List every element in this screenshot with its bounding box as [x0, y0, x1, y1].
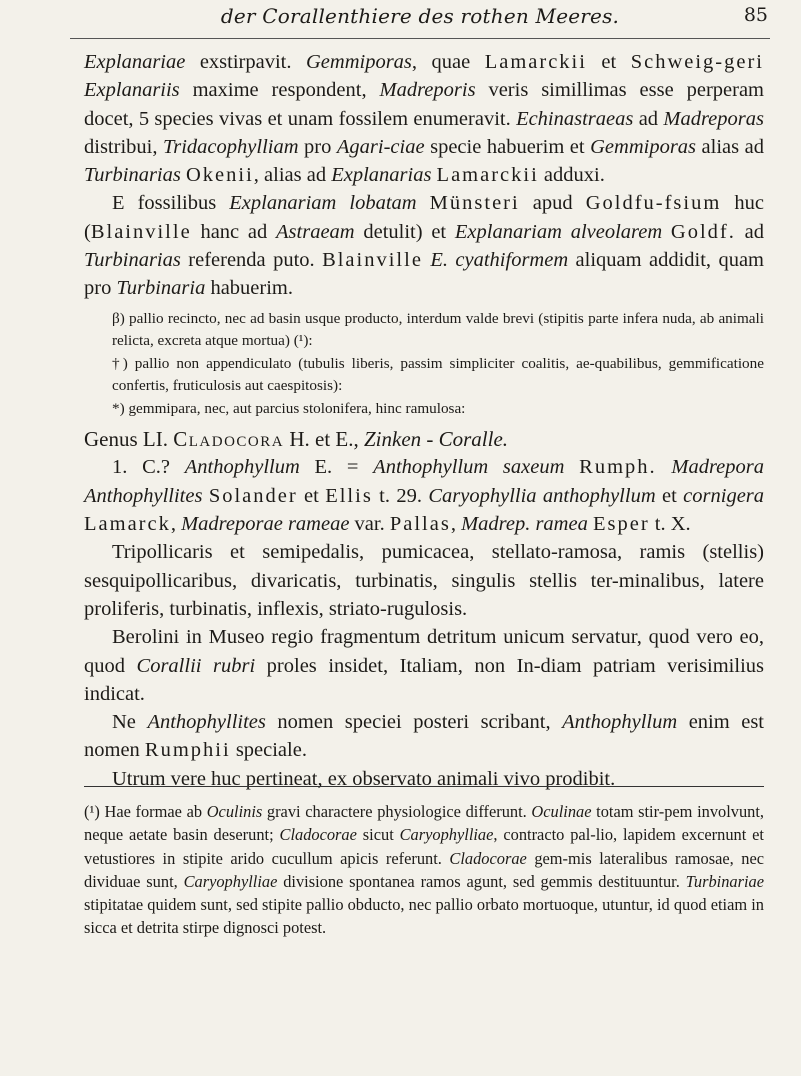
- text-run: Berolini in Museo regio fragmentum detritum unicum servatur, quod vero eo, quod: [84, 626, 764, 677]
- taxon-name: Caryophylliae: [183, 871, 278, 891]
- text-run: divisione spontanea ramos agunt, sed gemmis destituuntur.: [277, 871, 686, 891]
- taxon-name: Astraeam: [276, 220, 355, 243]
- genus-number: Genus LI.: [84, 427, 174, 452]
- taxon-name: Turbinaria: [116, 277, 206, 300]
- taxon-name: Oculinis: [206, 802, 263, 821]
- text-run: aliquam addidit, quam pro: [84, 249, 765, 300]
- text-run: pro: [298, 135, 337, 158]
- taxon-name: Madreporae rameae: [181, 513, 350, 536]
- text-run: hanc ad: [191, 220, 277, 243]
- note-dagger: †) pallio non appendiculato (tubulis liberis, passim simpliciter coalitis, ae-quabilibus, gemmificatione confertis, fruticulosis aut caespitosis):: [112, 354, 764, 395]
- text-run: [417, 192, 430, 214]
- author-name: Goldfu-fsium: [585, 192, 722, 215]
- text-run: ad: [735, 220, 764, 243]
- taxon-name: Agari-ciae: [336, 135, 425, 158]
- genus-common-name: Zinken - Coralle.: [363, 427, 509, 452]
- species-synonymy: [84, 453, 764, 538]
- taxon-name: Madreporis: [379, 79, 476, 102]
- text-run: sicut: [356, 825, 400, 845]
- text-run: et: [586, 51, 631, 73]
- genus-authority: H. et E.,: [284, 427, 364, 452]
- text-run: E. =: [299, 456, 374, 479]
- text-run: t. 29.: [372, 484, 429, 507]
- text-run: habuerim.: [205, 277, 293, 300]
- text-run: exstirpavit.: [185, 51, 306, 73]
- text-run: enim est nomen: [84, 711, 765, 762]
- taxon-name: Tridacophylliam: [162, 135, 299, 158]
- author-name: Schweig-geri: [630, 51, 764, 73]
- taxon-name: Explanariam alveolarem: [454, 220, 663, 243]
- genus-name: Cladocora: [173, 427, 285, 452]
- taxon-name: E. cyathiformem: [430, 249, 569, 272]
- text-run: , quae: [411, 51, 485, 73]
- author-name: Okenii: [185, 164, 254, 187]
- author-name: Blainville: [322, 249, 423, 272]
- taxon-name: Anthophyllum saxeum: [373, 456, 565, 479]
- text-run: maxime respondent,: [179, 79, 380, 102]
- taxon-name: Explanarias: [331, 164, 432, 187]
- running-head: der Corallenthiere des rothen Meeres.: [220, 4, 620, 28]
- text-run: (¹) Hae formae ab: [84, 802, 207, 821]
- text-run: gem-mis lateralibus ramosae, nec dividuae sunt,: [84, 848, 765, 891]
- taxon-name: Gemmiporas: [590, 135, 697, 158]
- genus-heading: [84, 425, 764, 453]
- text-run: referenda puto.: [180, 249, 323, 272]
- specimen-locality-paragraph: [84, 623, 764, 708]
- text-run: apud: [519, 192, 586, 215]
- author-name: Lamarckii: [484, 51, 587, 73]
- text-run: specie habuerim et: [424, 135, 591, 158]
- text-run: distribui,: [84, 135, 163, 158]
- text-run: huc (: [84, 192, 764, 243]
- text-run: [564, 456, 579, 478]
- taxon-name: Oculinae: [531, 802, 592, 821]
- taxon-name: Madrepora Anthophyllites: [84, 456, 764, 507]
- author-name: Pallas: [389, 513, 451, 536]
- text-run: et: [297, 484, 326, 507]
- author-name: Lamarck: [84, 513, 171, 536]
- text-run: speciale.: [230, 739, 307, 762]
- text-run: ad: [633, 107, 664, 130]
- taxon-name: Explanariam lobatam: [229, 192, 417, 215]
- taxon-name: Corallii rubri: [136, 654, 256, 677]
- text-run: ,: [450, 513, 462, 536]
- taxon-name: Gemmiporas: [305, 51, 412, 73]
- text-run: alias ad: [696, 135, 764, 158]
- author-name: Solander: [208, 484, 298, 507]
- author-name: Münsteri: [429, 192, 520, 215]
- author-name: Blainville: [90, 220, 192, 243]
- text-run: stipitatae quidem sunt, sed stipite pallio obducto, nec pallio orbato mortuoque, utuntur, id quod etiam in sicca et detrita stirpe dignosci potest.: [84, 895, 764, 938]
- taxon-name: Madreporas: [663, 107, 764, 130]
- text-run: , contracto pal-lio, lapidem excernunt et vetustiores in stipite arido cucullum apicis referunt.: [84, 825, 764, 868]
- text-run: et: [655, 484, 684, 507]
- text-run: t. X.: [649, 513, 691, 536]
- text-run: var.: [349, 513, 390, 536]
- footnote: [84, 800, 764, 940]
- text-run: [662, 221, 671, 243]
- author-name: Esper: [592, 513, 650, 536]
- text-run: proles insidet, Italiam, non In-diam patriam verisimilius indicat.: [84, 654, 764, 705]
- text-run: fossilibus: [124, 192, 230, 215]
- taxon-name: Madrep. ramea: [461, 513, 588, 536]
- text-run: Ne: [112, 711, 148, 734]
- text-run: gravi charactere physiologice differunt.: [262, 802, 532, 821]
- taxon-name: Cladocorae: [279, 825, 357, 845]
- taxon-name: Caryophyllia anthophyllum: [428, 484, 656, 507]
- taxon-name: Caryophylliae: [399, 825, 494, 845]
- classification-notes: [84, 308, 764, 421]
- author-name: Ellis: [325, 484, 373, 507]
- text-run: detulit) et: [354, 220, 455, 243]
- taxon-name: Explanariae: [84, 51, 186, 73]
- text-run: veris simillimas esse perperam docet, 5 species vivas et unam fossilem enumeravit.: [84, 79, 764, 130]
- taxon-name: Turbinarias: [84, 249, 181, 272]
- text-run: , alias ad: [253, 164, 332, 187]
- paragraph-fossils: [84, 189, 764, 302]
- taxon-name: Cladocorae: [449, 848, 527, 868]
- species-number: 1. C.?: [112, 456, 185, 479]
- author-name: Goldf.: [670, 220, 736, 243]
- closing-paragraph: Utrum vere huc pertineat, ex observato animali vivo prodibit.: [112, 767, 616, 790]
- text-run: [657, 456, 672, 478]
- footnote-divider: [84, 786, 764, 787]
- main-text: [84, 48, 764, 793]
- page-number: 85: [743, 4, 768, 26]
- page-header: [70, 0, 770, 39]
- taxon-name: Echinastraeas: [516, 107, 634, 130]
- author-name: Rumph.: [579, 456, 657, 479]
- text-run: adduxi.: [538, 164, 605, 187]
- taxon-name: Anthophyllites: [147, 711, 266, 734]
- paragraph-explanariae: [84, 48, 764, 189]
- author-name: Lamarckii: [436, 164, 539, 187]
- text-run: ,: [170, 513, 182, 536]
- initial-letter: E: [112, 192, 125, 215]
- nomenclature-paragraph: [84, 708, 764, 765]
- text-run: totam stir-pem involvunt, neque aetate basin deserunt;: [84, 802, 764, 845]
- species-description: Tripollicaris et semipedalis, pumicacea, stellato-ramosa, ramis (stellis) sesquipollicaribus, divaricatis, turbinatis, singulis stellis ter-minalibus, latere proliferis, turbinatis, inflexis, striato-rugulosis.: [84, 541, 764, 620]
- note-beta: β) pallio recincto, nec ad basin usque producto, interdum valde brevi (stipitis parte infera nuda, ab animali relicta, excreta atque mortua) (¹):: [112, 309, 764, 350]
- taxon-name: Turbinarias: [84, 164, 181, 187]
- text-run: nomen speciei posteri scribant,: [265, 711, 563, 734]
- taxon-name: Anthophyllum: [184, 456, 300, 479]
- note-star: *) gemmipara, nec, aut parcius stolonifera, hinc ramulosa:: [112, 399, 466, 417]
- author-name: Rumphii: [144, 739, 231, 762]
- taxon-name: Explanariis: [84, 79, 180, 102]
- taxon-name: Turbinariae: [685, 871, 764, 891]
- taxon-name: Anthophyllum: [562, 711, 678, 734]
- taxon-name: cornigera: [683, 484, 765, 507]
